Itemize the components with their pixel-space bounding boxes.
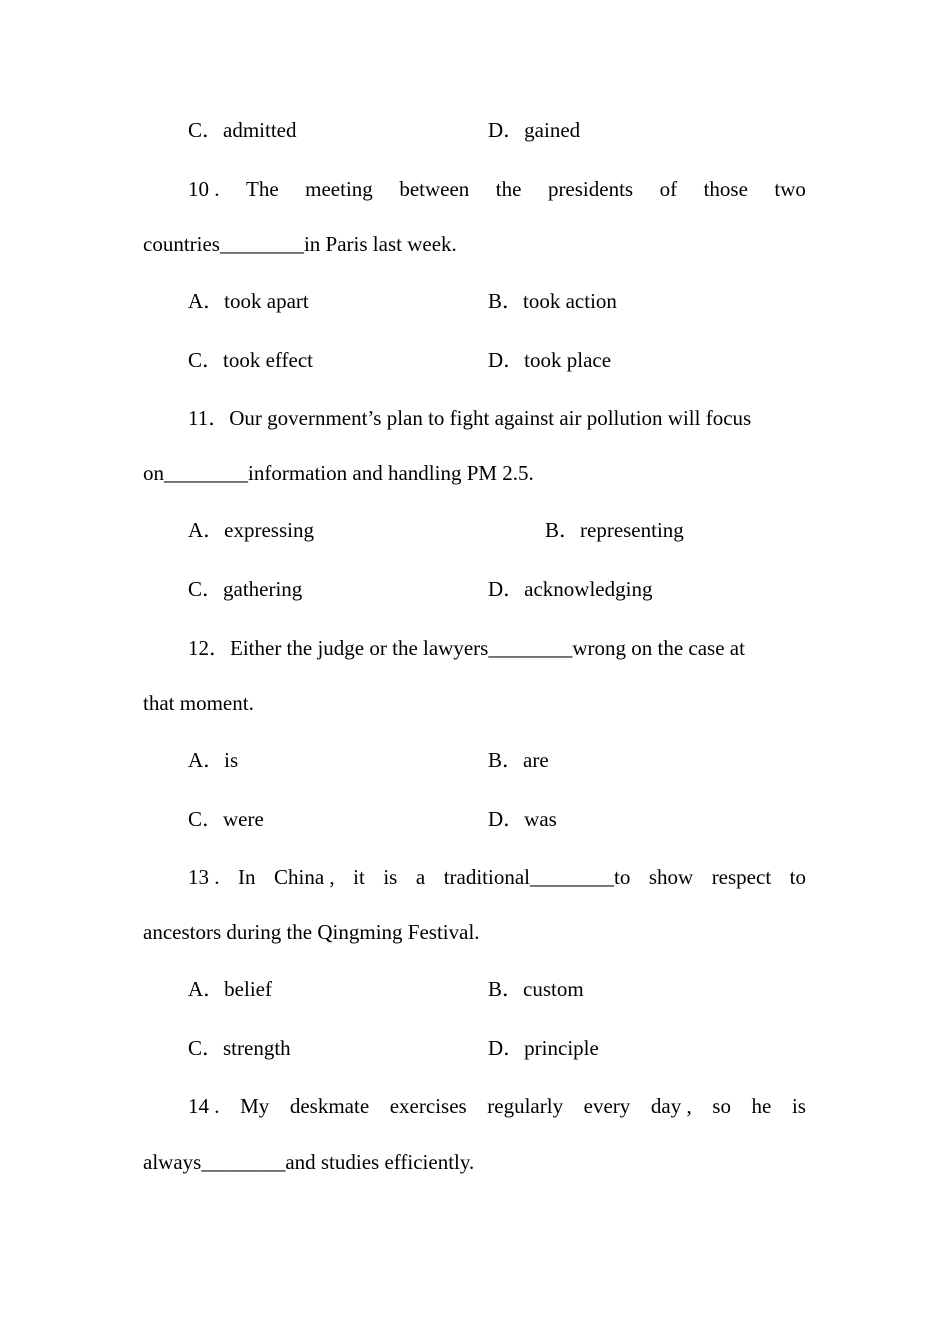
q10-word: those bbox=[703, 177, 748, 201]
q13-option-c: C．strength bbox=[188, 1036, 291, 1060]
q13-option-d: D．principle bbox=[488, 1036, 599, 1060]
q13-word: it bbox=[353, 865, 365, 889]
q14-number: 14 . bbox=[188, 1094, 220, 1118]
q14-word: deskmate bbox=[289, 1094, 370, 1118]
q11-option-c: C．gathering bbox=[188, 577, 303, 601]
q12-option-c: C．were bbox=[188, 807, 264, 831]
q10-word: the bbox=[495, 177, 522, 201]
q14-word: every bbox=[583, 1094, 631, 1118]
q12-option-a: A．is bbox=[188, 748, 239, 772]
q10-word: two bbox=[774, 177, 806, 201]
q14-word: day , bbox=[650, 1094, 692, 1118]
q13-word: In bbox=[238, 865, 256, 889]
q10-option-b: B．took action bbox=[488, 289, 617, 313]
q13-stem-line2: ancestors during the Qingming Festival. bbox=[143, 920, 480, 944]
q11-option-b: B．representing bbox=[545, 518, 684, 542]
q11-stem-line2: on________information and handling PM 2.5. bbox=[143, 461, 534, 485]
q10-word: presidents bbox=[547, 177, 634, 201]
q10-word: The bbox=[246, 177, 279, 201]
q10-word: between bbox=[399, 177, 470, 201]
q13-word: to bbox=[789, 865, 806, 889]
q14-word: regularly bbox=[487, 1094, 564, 1118]
q9-option-d: D．gained bbox=[488, 118, 581, 142]
q13-word: show bbox=[648, 865, 694, 889]
q13-option-a: A．belief bbox=[188, 977, 272, 1001]
q13-word: is bbox=[383, 865, 398, 889]
q14-word: is bbox=[791, 1094, 806, 1118]
q14-stem-line2: always________and studies efficiently. bbox=[143, 1150, 475, 1174]
q11-stem-line1: 11．Our government’s plan to fight against air pollution will focus bbox=[188, 406, 752, 430]
q13-word: a bbox=[415, 865, 426, 889]
q14-word: My bbox=[240, 1094, 270, 1118]
q10-word: of bbox=[659, 177, 678, 201]
q12-stem-line1: 12．Either the judge or the lawyers________wrong on the case at bbox=[188, 636, 745, 660]
q14-stem-line1 bbox=[188, 1093, 806, 1119]
q14-word: exercises bbox=[389, 1094, 467, 1118]
q12-stem-line2: that moment. bbox=[143, 691, 254, 715]
q9-option-c: C．admitted bbox=[188, 118, 297, 142]
q10-stem-line1 bbox=[188, 176, 806, 202]
q12-option-d: D．was bbox=[488, 807, 557, 831]
q13-number: 13 . bbox=[188, 865, 220, 889]
q13-stem-line1 bbox=[188, 864, 806, 890]
q10-option-d: D．took place bbox=[488, 348, 612, 372]
q12-option-b: B．are bbox=[488, 748, 549, 772]
q11-option-a: A．expressing bbox=[188, 518, 314, 542]
q10-option-c: C．took effect bbox=[188, 348, 313, 372]
q13-word: traditional________to bbox=[443, 865, 631, 889]
q13-word: respect bbox=[711, 865, 772, 889]
q13-word: China , bbox=[274, 865, 335, 889]
q10-option-a: A．took apart bbox=[188, 289, 309, 313]
q11-option-d: D．acknowledging bbox=[488, 577, 653, 601]
q10-number: 10 . bbox=[188, 177, 220, 201]
q14-word: he bbox=[751, 1094, 772, 1118]
q10-stem-line2: countries________in Paris last week. bbox=[143, 232, 457, 256]
q13-option-b: B．custom bbox=[488, 977, 584, 1001]
q10-word: meeting bbox=[305, 177, 373, 201]
q14-word: so bbox=[712, 1094, 731, 1118]
